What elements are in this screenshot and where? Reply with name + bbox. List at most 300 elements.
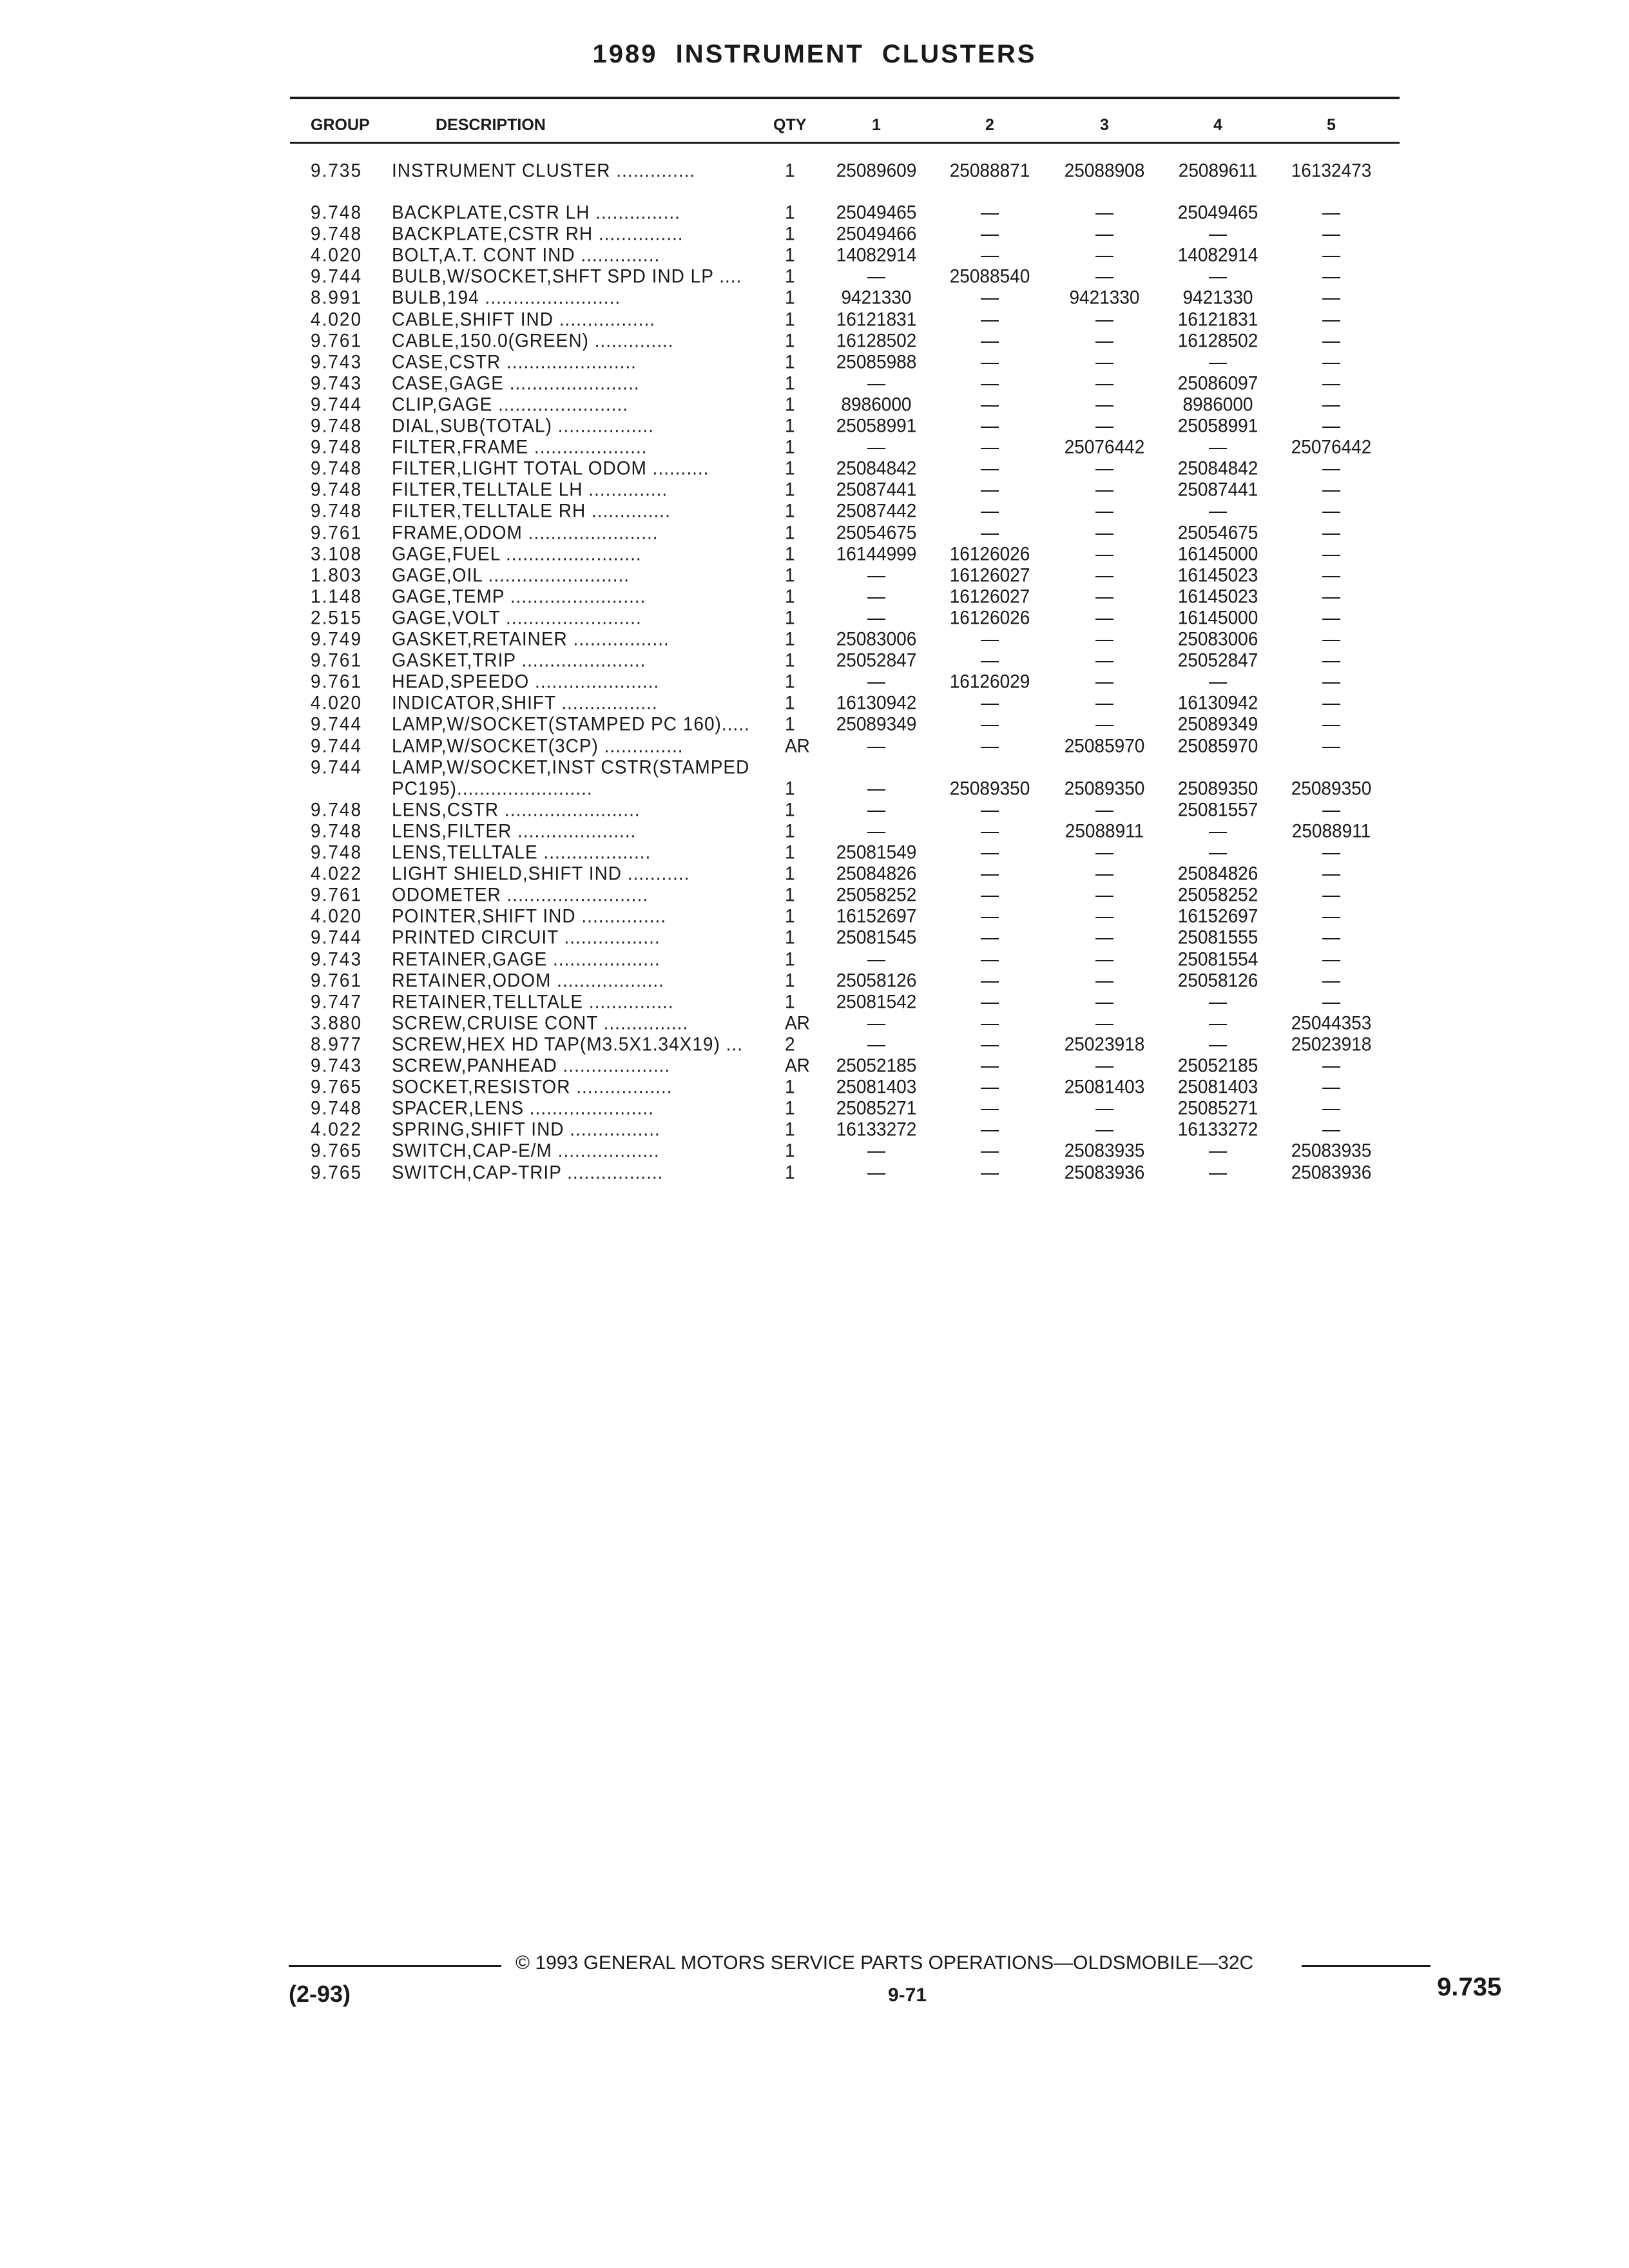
group-cell: 9.748 — [311, 202, 363, 223]
part-number-cell-3: 25083935 — [1064, 1140, 1145, 1162]
part-number-cell-3: — — [1095, 329, 1113, 351]
part-number-cell-5: — — [1322, 628, 1340, 649]
part-number-cell-4: 25049465 — [1177, 202, 1258, 223]
qty-cell: 1 — [785, 586, 795, 607]
group-cell: 8.977 — [311, 1033, 363, 1055]
description-cell: FILTER,TELLTALE RH .............. — [392, 500, 671, 522]
part-number-cell-5: — — [1322, 990, 1340, 1012]
part-number-cell-1: — — [867, 820, 885, 841]
part-number-cell-4: 25089349 — [1177, 713, 1258, 735]
part-number-cell-5: — — [1322, 905, 1340, 927]
part-number-cell-3: — — [1095, 1119, 1113, 1140]
part-number-cell-2: — — [981, 1076, 999, 1097]
qty-cell: 1 — [785, 372, 795, 394]
qty-cell: 1 — [785, 905, 795, 927]
part-number-cell-3: — — [1095, 394, 1113, 415]
part-number-cell-1: 25058252 — [836, 884, 917, 905]
part-number-cell-1: 16152697 — [836, 905, 917, 927]
group-cell: 9.748 — [311, 500, 363, 522]
part-number-cell-5: — — [1322, 479, 1340, 501]
group-cell: 9.735 — [311, 160, 363, 181]
part-number-cell-3: — — [1095, 308, 1113, 330]
part-number-cell-2: — — [981, 372, 999, 394]
part-number-cell-4: 25058126 — [1177, 969, 1258, 991]
description-cell: SCREW,HEX HD TAP(M3.5X1.34X19) ... — [392, 1033, 743, 1055]
group-cell: 1.148 — [311, 586, 363, 607]
description-cell: SOCKET,RESISTOR ................. — [392, 1076, 673, 1097]
description-cell: LENS,FILTER ..................... — [392, 820, 637, 841]
part-number-cell-2: 16126029 — [949, 671, 1030, 692]
group-cell: 2.515 — [311, 607, 363, 628]
part-number-cell-4: 25081557 — [1177, 799, 1258, 820]
part-number-cell-1: — — [867, 607, 885, 628]
part-number-cell-5: — — [1322, 202, 1340, 223]
part-number-cell-2: — — [981, 394, 999, 415]
part-number-cell-5: — — [1322, 692, 1340, 714]
qty-cell: 1 — [785, 436, 795, 457]
group-cell: 4.022 — [311, 1119, 363, 1140]
part-number-cell-3: — — [1095, 713, 1113, 735]
description-cell: FRAME,ODOM ....................... — [392, 521, 659, 543]
footer-rule-right — [1302, 1965, 1431, 1967]
description-cell: SCREW,CRUISE CONT ............... — [392, 1012, 689, 1033]
part-number-cell-3: — — [1095, 799, 1113, 820]
part-number-cell-4: 25054675 — [1177, 521, 1258, 543]
qty-cell: 1 — [785, 394, 795, 415]
part-number-cell-1: — — [867, 777, 885, 799]
footer-rule-left — [289, 1965, 501, 1967]
part-number-cell-5: 25083935 — [1291, 1140, 1372, 1162]
part-number-cell-2: 16126027 — [949, 564, 1030, 586]
description-cell: CABLE,SHIFT IND ................. — [392, 308, 656, 330]
part-number-cell-2: — — [981, 927, 999, 948]
part-number-cell-2: 25088871 — [949, 160, 1030, 181]
part-number-cell-5: 25089350 — [1291, 777, 1372, 799]
part-number-cell-4: — — [1209, 436, 1227, 457]
part-number-cell-4: 25085970 — [1177, 735, 1258, 756]
part-number-cell-4: 16145023 — [1177, 564, 1258, 586]
part-number-cell-1: 9421330 — [841, 287, 912, 309]
part-number-cell-4: 14082914 — [1177, 244, 1258, 265]
section-number: 9.735 — [1437, 1973, 1502, 2001]
part-number-cell-3: — — [1095, 948, 1113, 970]
part-number-cell-1: 16133272 — [836, 1119, 917, 1140]
part-number-cell-1: — — [867, 948, 885, 970]
description-cell: CASE,CSTR ....................... — [392, 351, 637, 372]
part-number-cell-2: — — [981, 1097, 999, 1119]
part-number-cell-4: 25087441 — [1177, 479, 1258, 501]
part-number-cell-1: — — [867, 564, 885, 586]
part-number-cell-1: 25081549 — [836, 841, 917, 863]
part-number-cell-5: — — [1322, 1119, 1340, 1140]
part-number-cell-2: — — [981, 692, 999, 714]
part-number-cell-1: — — [867, 586, 885, 607]
part-number-cell-4: — — [1209, 1161, 1227, 1183]
date-code: (2-93) — [289, 1981, 351, 2007]
part-number-cell-4: 16128502 — [1177, 329, 1258, 351]
group-cell: 3.880 — [311, 1012, 363, 1033]
part-number-cell-3: — — [1095, 372, 1113, 394]
part-number-cell-3: — — [1095, 1055, 1113, 1076]
part-number-cell-2: — — [981, 351, 999, 372]
qty-cell: 1 — [785, 1161, 795, 1183]
part-number-cell-1: 25052847 — [836, 649, 917, 671]
header-col-1: 1 — [872, 116, 881, 134]
part-number-cell-3: — — [1095, 457, 1113, 479]
part-number-cell-5: — — [1322, 394, 1340, 415]
group-cell: 9.748 — [311, 415, 363, 436]
part-number-cell-3: — — [1095, 990, 1113, 1012]
part-number-cell-1: 25084826 — [836, 863, 917, 884]
description-cell: FILTER,FRAME .................... — [392, 436, 648, 457]
part-number-cell-4: 16145000 — [1177, 543, 1258, 564]
qty-cell: 1 — [785, 969, 795, 991]
header-qty: QTY — [773, 116, 807, 134]
part-number-cell-2: — — [981, 1012, 999, 1033]
qty-cell: 1 — [785, 329, 795, 351]
part-number-cell-2: — — [981, 202, 999, 223]
group-cell: 9.744 — [311, 713, 363, 735]
qty-cell: 1 — [785, 1076, 795, 1097]
part-number-cell-5: 25044353 — [1291, 1012, 1372, 1033]
part-number-cell-1: 25081542 — [836, 990, 917, 1012]
part-number-cell-5: — — [1322, 521, 1340, 543]
part-number-cell-2: — — [981, 521, 999, 543]
part-number-cell-1: 25058126 — [836, 969, 917, 991]
group-cell: 9.744 — [311, 265, 363, 287]
part-number-cell-2: 16126027 — [949, 586, 1030, 607]
part-number-cell-3: — — [1095, 927, 1113, 948]
part-number-cell-5: — — [1322, 948, 1340, 970]
group-cell: 8.991 — [311, 287, 363, 309]
description-cell: CASE,GAGE ....................... — [392, 372, 640, 394]
part-number-cell-1: — — [867, 1033, 885, 1055]
group-cell: 9.744 — [311, 735, 363, 756]
part-number-cell-2: — — [981, 500, 999, 522]
group-cell: 9.761 — [311, 521, 363, 543]
part-number-cell-3: — — [1095, 649, 1113, 671]
description-cell: PRINTED CIRCUIT ................. — [392, 927, 660, 948]
description-cell: SWITCH,CAP-TRIP ................. — [392, 1161, 664, 1183]
group-cell: 4.020 — [311, 244, 363, 265]
part-number-cell-4: 25058252 — [1177, 884, 1258, 905]
part-number-cell-2: — — [981, 223, 999, 244]
group-cell: 4.020 — [311, 692, 363, 714]
group-cell: 9.765 — [311, 1161, 363, 1183]
part-number-cell-4: 25081554 — [1177, 948, 1258, 970]
group-cell: 9.743 — [311, 948, 363, 970]
part-number-cell-5: — — [1322, 927, 1340, 948]
part-number-cell-1: 25089349 — [836, 713, 917, 735]
description-cell: LAMP,W/SOCKET(STAMPED PC 160)..... — [392, 713, 750, 735]
part-number-cell-5: — — [1322, 607, 1340, 628]
part-number-cell-3: — — [1095, 607, 1113, 628]
qty-cell: 1 — [785, 671, 795, 692]
description-cell: BULB,W/SOCKET,SHFT SPD IND LP .... — [392, 265, 742, 287]
qty-cell: 1 — [785, 628, 795, 649]
header-col-3: 3 — [1100, 116, 1109, 134]
page-title: 1989 INSTRUMENT CLUSTERS — [592, 40, 1037, 68]
part-number-cell-2: — — [981, 1119, 999, 1140]
part-number-cell-2: — — [981, 1161, 999, 1183]
qty-cell: 1 — [785, 521, 795, 543]
part-number-cell-4: 8986000 — [1182, 394, 1253, 415]
group-cell: 9.744 — [311, 756, 363, 778]
description-cell: LAMP,W/SOCKET(3CP) .............. — [392, 735, 684, 756]
part-number-cell-5: — — [1322, 244, 1340, 265]
qty-cell: 1 — [785, 799, 795, 820]
part-number-cell-1: — — [867, 1012, 885, 1033]
part-number-cell-4: — — [1209, 500, 1227, 522]
part-number-cell-4: — — [1209, 671, 1227, 692]
header-col-5: 5 — [1327, 116, 1336, 134]
qty-cell: 1 — [785, 649, 795, 671]
part-number-cell-5: — — [1322, 500, 1340, 522]
part-number-cell-3: — — [1095, 969, 1113, 991]
qty-cell: 1 — [785, 564, 795, 586]
group-cell: 9.761 — [311, 884, 363, 905]
part-number-cell-5: — — [1322, 969, 1340, 991]
part-number-cell-3: — — [1095, 671, 1113, 692]
qty-cell: 1 — [785, 500, 795, 522]
part-number-cell-2: — — [981, 628, 999, 649]
part-number-cell-1: 25087442 — [836, 500, 917, 522]
part-number-cell-5: — — [1322, 223, 1340, 244]
description-cell: FILTER,LIGHT TOTAL ODOM .......... — [392, 457, 709, 479]
part-number-cell-1: — — [867, 1140, 885, 1162]
part-number-cell-2: — — [981, 479, 999, 501]
description-cell: LENS,TELLTALE ................... — [392, 841, 651, 863]
part-number-cell-2: — — [981, 799, 999, 820]
part-number-cell-3: 25083936 — [1064, 1161, 1145, 1183]
qty-cell: 1 — [785, 479, 795, 501]
part-number-cell-3: — — [1095, 863, 1113, 884]
description-cell: GAGE,FUEL ........................ — [392, 543, 642, 564]
part-number-cell-5: — — [1322, 372, 1340, 394]
part-number-cell-4: 25089611 — [1178, 160, 1258, 181]
part-number-cell-4: 25085271 — [1177, 1097, 1258, 1119]
part-number-cell-3: 25023918 — [1064, 1033, 1145, 1055]
part-number-cell-1: 25083006 — [836, 628, 917, 649]
description-cell: BULB,194 ........................ — [392, 287, 621, 309]
description-cell: RETAINER,ODOM ................... — [392, 969, 664, 991]
qty-cell: 1 — [785, 265, 795, 287]
part-number-cell-2: — — [981, 713, 999, 735]
part-number-cell-5: — — [1322, 287, 1340, 309]
description-cell: GAGE,VOLT ........................ — [392, 607, 642, 628]
part-number-cell-2: — — [981, 820, 999, 841]
description-cell: HEAD,SPEEDO ...................... — [392, 671, 660, 692]
group-cell: 4.020 — [311, 308, 363, 330]
description-cell: PC195)........................ — [392, 777, 593, 799]
part-number-cell-4: — — [1209, 820, 1227, 841]
part-number-cell-4: — — [1209, 1012, 1227, 1033]
part-number-cell-1: 16144999 — [836, 543, 917, 564]
header-col-2: 2 — [985, 116, 994, 134]
part-number-cell-1: 25084842 — [836, 457, 917, 479]
part-number-cell-3: 25085970 — [1064, 735, 1145, 756]
part-number-cell-5: — — [1322, 265, 1340, 287]
group-cell: 9.744 — [311, 394, 363, 415]
part-number-cell-2: 25089350 — [949, 777, 1030, 799]
group-cell: 9.743 — [311, 1055, 363, 1076]
part-number-cell-1: — — [867, 265, 885, 287]
part-number-cell-5: — — [1322, 841, 1340, 863]
description-cell: CABLE,150.0(GREEN) .............. — [392, 329, 674, 351]
description-cell: GAGE,OIL ......................... — [392, 564, 630, 586]
part-number-cell-3: — — [1095, 244, 1113, 265]
part-number-cell-1: 25085988 — [836, 351, 917, 372]
part-number-cell-1: — — [867, 671, 885, 692]
part-number-cell-4: — — [1209, 1140, 1227, 1162]
qty-cell: AR — [785, 1012, 810, 1033]
part-number-cell-5: 25023918 — [1291, 1033, 1372, 1055]
qty-cell: 1 — [785, 202, 795, 223]
part-number-cell-5: — — [1322, 713, 1340, 735]
description-cell: BOLT,A.T. CONT IND .............. — [392, 244, 660, 265]
part-number-cell-2: — — [981, 649, 999, 671]
part-number-cell-5: — — [1322, 1097, 1340, 1119]
part-number-cell-4: 16145000 — [1177, 607, 1258, 628]
qty-cell: 1 — [785, 692, 795, 714]
part-number-cell-3: — — [1095, 841, 1113, 863]
part-number-cell-2: — — [981, 329, 999, 351]
part-number-cell-2: — — [981, 287, 999, 309]
part-number-cell-3: — — [1095, 265, 1113, 287]
part-number-cell-5: — — [1322, 351, 1340, 372]
group-cell: 1.803 — [311, 564, 363, 586]
part-number-cell-5: — — [1322, 671, 1340, 692]
part-number-cell-3: — — [1095, 586, 1113, 607]
qty-cell: 1 — [785, 351, 795, 372]
part-number-cell-4: 25052185 — [1177, 1055, 1258, 1076]
part-number-cell-4: 16145023 — [1177, 586, 1258, 607]
part-number-cell-1: 25089609 — [836, 160, 917, 181]
qty-cell: 1 — [785, 863, 795, 884]
part-number-cell-3: — — [1095, 479, 1113, 501]
part-number-cell-3: — — [1095, 500, 1113, 522]
group-cell: 9.748 — [311, 799, 363, 820]
part-number-cell-3: 25076442 — [1064, 436, 1145, 457]
part-number-cell-5: — — [1322, 1055, 1340, 1076]
description-cell: BACKPLATE,CSTR LH ............... — [392, 202, 680, 223]
part-number-cell-5: — — [1322, 543, 1340, 564]
qty-cell: 1 — [785, 990, 795, 1012]
part-number-cell-3: 25089350 — [1064, 777, 1145, 799]
qty-cell: 1 — [785, 160, 795, 181]
part-number-cell-3: — — [1095, 905, 1113, 927]
qty-cell: 1 — [785, 223, 795, 244]
part-number-cell-4: 25083006 — [1177, 628, 1258, 649]
part-number-cell-4: 25058991 — [1177, 415, 1258, 436]
group-cell: 9.748 — [311, 479, 363, 501]
part-number-cell-1: 16128502 — [836, 329, 917, 351]
description-cell: RETAINER,GAGE ................... — [392, 948, 660, 970]
part-number-cell-5: — — [1322, 308, 1340, 330]
qty-cell: 1 — [785, 543, 795, 564]
description-cell: INSTRUMENT CLUSTER .............. — [392, 160, 696, 181]
part-number-cell-2: — — [981, 308, 999, 330]
description-cell: INDICATOR,SHIFT ................. — [392, 692, 658, 714]
group-cell: 4.020 — [311, 905, 363, 927]
part-number-cell-5: — — [1322, 884, 1340, 905]
part-number-cell-4: 16121831 — [1177, 308, 1258, 330]
group-cell: 9.748 — [311, 457, 363, 479]
part-number-cell-1: 25081545 — [836, 927, 917, 948]
qty-cell: 1 — [785, 841, 795, 863]
qty-cell: 1 — [785, 607, 795, 628]
part-number-cell-5: — — [1322, 329, 1340, 351]
part-number-cell-2: 16126026 — [949, 543, 1030, 564]
description-cell: LAMP,W/SOCKET,INST CSTR(STAMPED — [392, 756, 750, 778]
part-number-cell-3: — — [1095, 351, 1113, 372]
description-cell: FILTER,TELLTALE LH .............. — [392, 479, 668, 501]
part-number-cell-4: — — [1209, 223, 1227, 244]
part-number-cell-5: — — [1322, 735, 1340, 756]
qty-cell: AR — [785, 1055, 810, 1076]
description-cell: SPACER,LENS ...................... — [392, 1097, 654, 1119]
group-cell: 9.761 — [311, 671, 363, 692]
part-number-cell-4: 25086097 — [1177, 372, 1258, 394]
part-number-cell-3: — — [1095, 1097, 1113, 1119]
part-number-cell-5: 25088911 — [1291, 820, 1371, 841]
part-number-cell-1: 25052185 — [836, 1055, 917, 1076]
qty-cell: 1 — [785, 820, 795, 841]
part-number-cell-1: 8986000 — [841, 394, 912, 415]
part-number-cell-3: — — [1095, 543, 1113, 564]
part-number-cell-3: 25088908 — [1064, 160, 1145, 181]
part-number-cell-2: 16126026 — [949, 607, 1030, 628]
part-number-cell-4: — — [1209, 841, 1227, 863]
group-cell: 4.022 — [311, 863, 363, 884]
part-number-cell-4: 25084842 — [1177, 457, 1258, 479]
qty-cell: AR — [785, 735, 810, 756]
group-cell: 9.747 — [311, 990, 363, 1012]
group-cell: 9.761 — [311, 969, 363, 991]
description-cell: LENS,CSTR ........................ — [392, 799, 641, 820]
part-number-cell-2: — — [981, 884, 999, 905]
part-number-cell-3: — — [1095, 1012, 1113, 1033]
part-number-cell-4: 25052847 — [1177, 649, 1258, 671]
qty-cell: 1 — [785, 415, 795, 436]
qty-cell: 1 — [785, 927, 795, 948]
part-number-cell-3: — — [1095, 564, 1113, 586]
description-cell: GAGE,TEMP ........................ — [392, 586, 646, 607]
part-number-cell-2: — — [981, 905, 999, 927]
part-number-cell-1: 25085271 — [836, 1097, 917, 1119]
part-number-cell-3: 25081403 — [1064, 1076, 1145, 1097]
qty-cell: 1 — [785, 777, 795, 799]
group-cell: 9.761 — [311, 649, 363, 671]
part-number-cell-4: 16133272 — [1177, 1119, 1258, 1140]
part-number-cell-4: — — [1209, 990, 1227, 1012]
group-cell: 3.108 — [311, 543, 363, 564]
header-group: GROUP — [311, 116, 370, 134]
group-cell: 9.748 — [311, 841, 363, 863]
part-number-cell-2: — — [981, 841, 999, 863]
part-number-cell-4: 9421330 — [1182, 287, 1253, 309]
part-number-cell-5: 16132473 — [1291, 160, 1372, 181]
qty-cell: 1 — [785, 884, 795, 905]
part-number-cell-1: — — [867, 735, 885, 756]
copyright-notice: © 1993 GENERAL MOTORS SERVICE PARTS OPERATIONS—OLDSMOBILE—32C — [516, 1952, 1254, 1974]
part-number-cell-3: 25088911 — [1065, 820, 1144, 841]
group-cell: 9.765 — [311, 1076, 363, 1097]
group-cell: 9.743 — [311, 372, 363, 394]
part-number-cell-3: 9421330 — [1069, 287, 1140, 309]
description-cell: ODOMETER ......................... — [392, 884, 649, 905]
qty-cell: 1 — [785, 1119, 795, 1140]
